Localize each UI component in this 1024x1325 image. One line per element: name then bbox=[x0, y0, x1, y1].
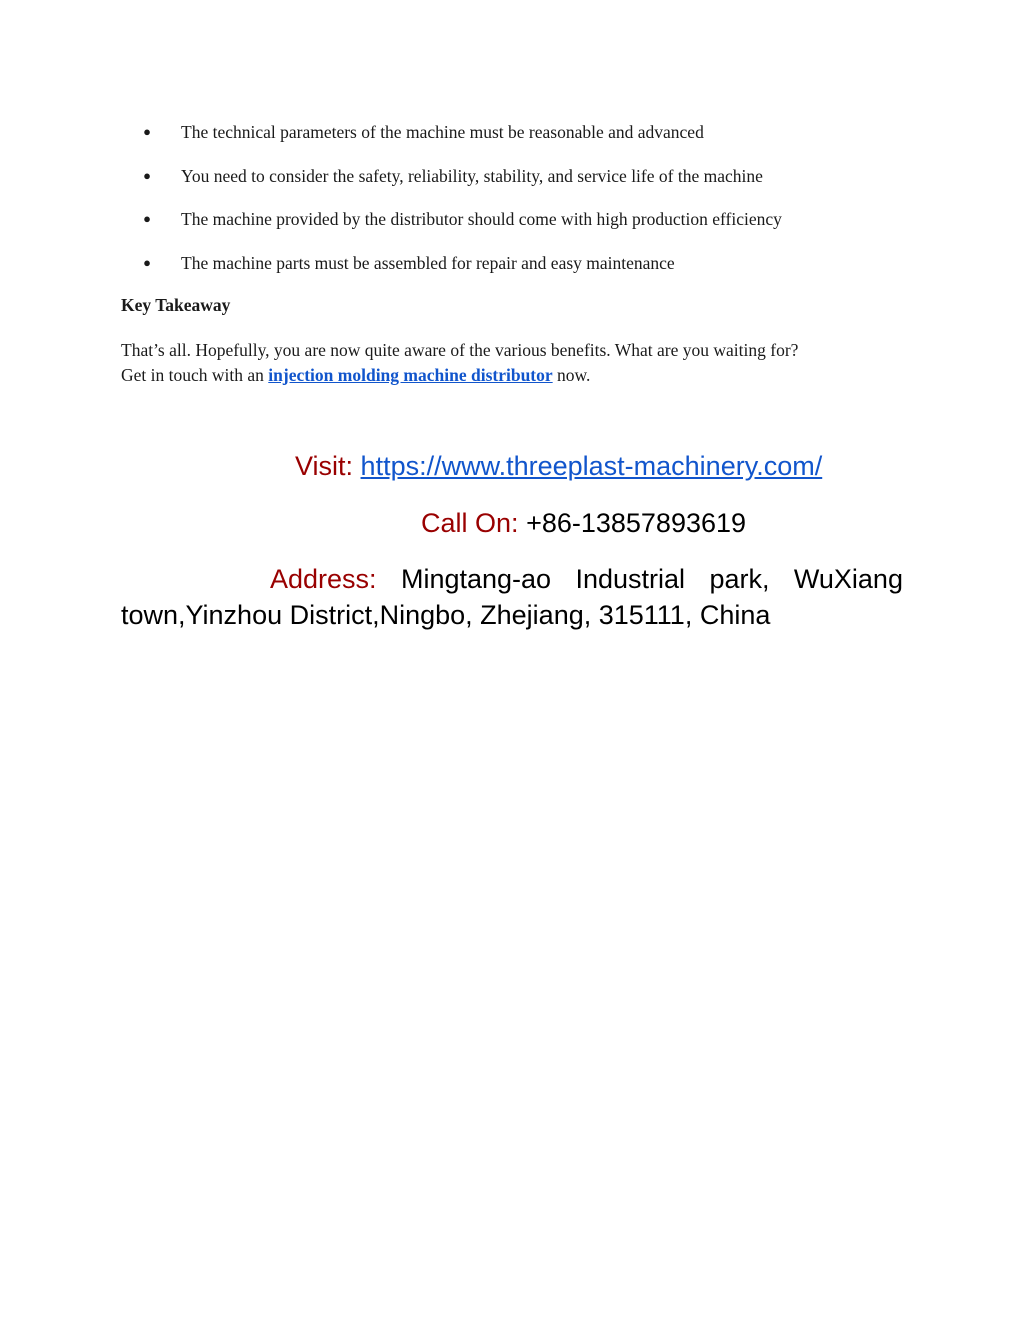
key-takeaway-paragraph bbox=[121, 338, 911, 388]
list-item bbox=[140, 207, 920, 231]
address-word: park, bbox=[709, 564, 770, 594]
address-word: Mingtang-ao bbox=[400, 564, 552, 594]
paragraph-line-1: That’s all. Hopefully, you are now quite aware of the various benefits. What are you waiting for? bbox=[121, 340, 799, 360]
address-word: Industrial bbox=[575, 564, 686, 594]
key-takeaway-heading: Key Takeaway bbox=[121, 295, 231, 315]
list-item bbox=[140, 164, 920, 188]
bullet-icon: ● bbox=[143, 167, 151, 183]
requirements-list bbox=[140, 120, 920, 294]
paragraph-line-2-prefix: Get in touch with an bbox=[121, 365, 269, 385]
list-item-text: You need to consider the safety, reliability, stability, and service life of the machine bbox=[181, 165, 763, 186]
address-label: Address: bbox=[270, 564, 377, 594]
address-line-2: town,Yinzhou District,Ningbo, Zhejiang, 315111, China bbox=[121, 600, 771, 630]
bullet-icon: ● bbox=[143, 254, 151, 270]
list-item bbox=[140, 251, 920, 275]
bullet-icon: ● bbox=[143, 124, 151, 139]
list-item bbox=[140, 120, 920, 144]
list-item-text: The technical parameters of the machine must be reasonable and advanced bbox=[181, 122, 704, 142]
call-line bbox=[421, 505, 746, 541]
address-block bbox=[121, 561, 903, 633]
list-item-text: The machine parts must be assembled for repair and easy maintenance bbox=[181, 252, 675, 273]
bullet-icon: ● bbox=[143, 211, 151, 226]
visit-label: Visit: bbox=[295, 451, 354, 481]
website-link[interactable]: https://www.threeplast-machinery.com/ bbox=[360, 451, 823, 481]
address-word: WuXiang bbox=[793, 564, 903, 594]
call-label: Call On: bbox=[421, 508, 519, 538]
address-line-1 bbox=[121, 561, 903, 597]
paragraph-line-2-suffix: now. bbox=[552, 365, 591, 385]
phone-number: +86-13857893619 bbox=[526, 508, 747, 538]
visit-line bbox=[295, 448, 822, 484]
list-item-text: The machine provided by the distributor should come with high production efficiency bbox=[181, 209, 782, 229]
distributor-link[interactable]: injection molding machine distributor bbox=[268, 365, 553, 385]
